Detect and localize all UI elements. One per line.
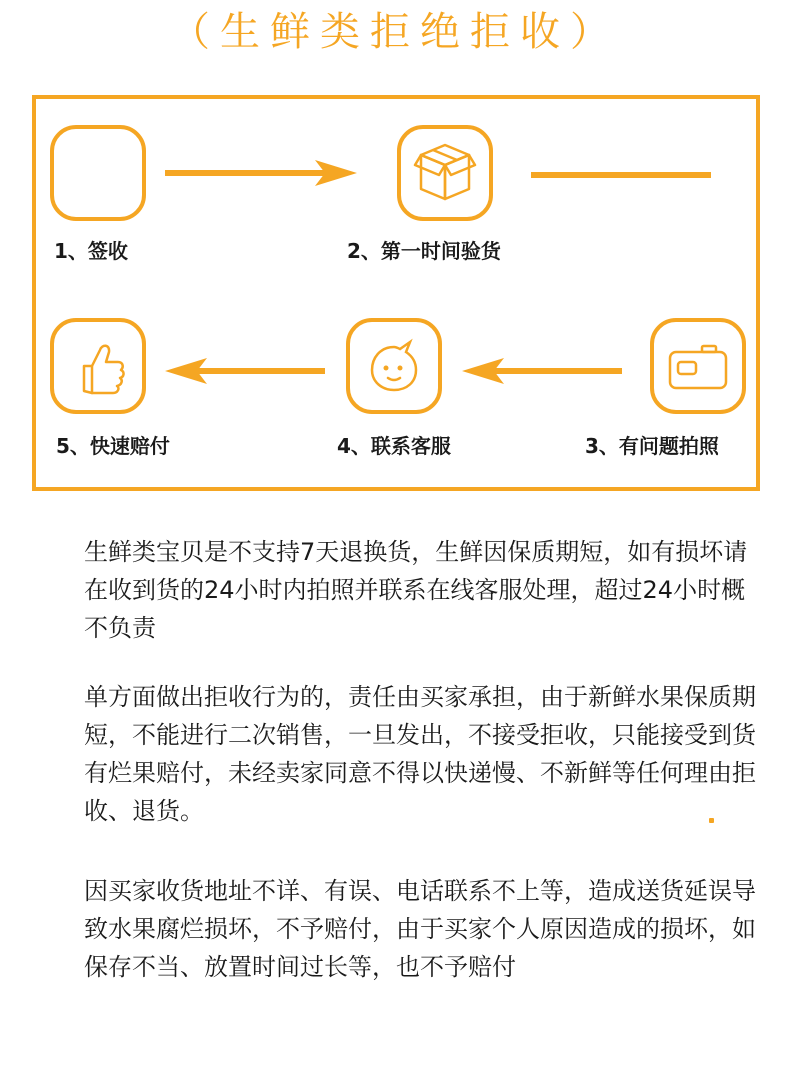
step-payout-icon-box (50, 318, 146, 414)
step-contact-icon-box (346, 318, 442, 414)
step-1-label: 1、签收 (54, 239, 128, 263)
step-3-label: 3、有问题拍照 (585, 434, 719, 458)
arrow-left-icon (165, 356, 325, 386)
connector-line (531, 172, 711, 178)
step-inspect-icon-box (397, 125, 493, 221)
step-photo-icon-box (650, 318, 746, 414)
camera-icon (654, 322, 742, 410)
step-2-label: 2、第一时间验货 (347, 239, 501, 263)
chat-face-icon (350, 322, 438, 410)
page-title: （生鲜类拒绝拒收） (170, 9, 620, 55)
step-4-label: 4、联系客服 (337, 434, 451, 458)
decorative-dot (709, 818, 714, 823)
arrow-left-icon (462, 356, 622, 386)
paragraph-buyer-fault-policy: 因买家收货地址不详、有误、电话联系不上等，造成送货延误导致水果腐烂损坏，不予赔付，由于买家个人原因造成的损坏，如保存不当、放置时间过长等，也不予赔付 (84, 877, 756, 981)
arrow-right-icon (165, 158, 360, 188)
box-icon (401, 129, 489, 217)
paragraph-fresh-policy: 生鲜类宝贝是不支持7天退换货，生鲜因保质期短，如有损坏请在收到货的24小时内拍照并联系在线客服处理，超过24小时概不负责 (84, 538, 748, 642)
thumbs-up-icon (54, 322, 142, 410)
step-5-label: 5、快速赔付 (56, 434, 170, 458)
paragraph-refusal-policy: 单方面做出拒收行为的，责任由买家承担，由于新鲜水果保质期短，不能进行二次销售，一旦发出，不接受拒收，只能接受到货有烂果赔付，未经卖家同意不得以快递慢、不新鲜等任何理由拒收、退货。 (84, 683, 756, 825)
step-sign-icon-box (50, 125, 146, 221)
